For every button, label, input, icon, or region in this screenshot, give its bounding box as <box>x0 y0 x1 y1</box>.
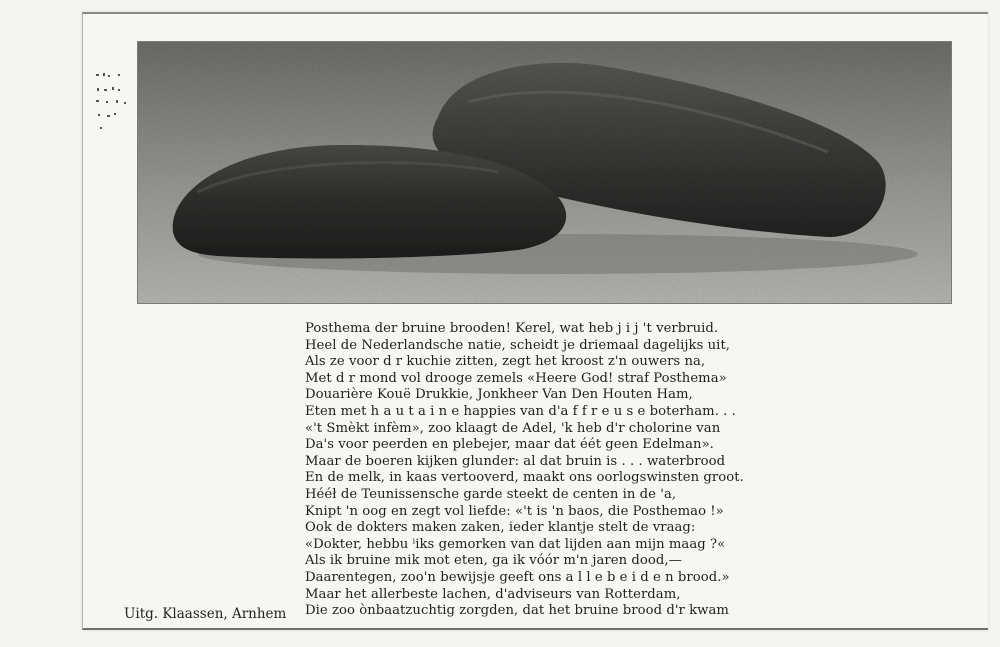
poem-line: Knipt 'n oog en zegt vol liefde: «'t is 'n baos, die Posthemao !» <box>305 503 724 519</box>
poem-line: Die zoo ònbaatzuchtig zorgden, dat het bruine brood d'r kwam <box>305 603 729 619</box>
poem-line: Eten met h a u t a i n e happies van d'a f f r e u s e boterham. . . <box>305 403 736 419</box>
poem-line: «Dokter, hebbu ⁱiks gemorken van dat lijden aan mijn maag ?« <box>305 536 726 552</box>
poem-line: «'t Smèkt infèm», zoo klaagt de Adel, 'k heb d'r cholorine van <box>305 420 721 436</box>
poem-line: Ook de dokters maken zaken, ieder klantje stelt de vraag: <box>305 520 696 536</box>
poem-line: Als ik bruine mik mot eten, ga ik vóór m'n jaren dood,— <box>305 553 682 569</box>
postmark-stamp-marks <box>94 70 134 140</box>
poem-line: Met d r mond vol drooge zemels «Heere God! straf Posthema» <box>305 370 727 386</box>
poem-line: Maar de boeren kijken glunder: al dat bruin is . . . waterbrood <box>305 453 726 469</box>
poem-line: Da's voor peerden en plebejer, maar dat éét geen Edelman». <box>305 437 714 453</box>
poem-line: En de melk, in kaas vertooverd, maakt ons oorlogswinsten groot. <box>305 470 744 486</box>
poem-line: Als ze voor d r kuchie zitten, zegt het kroost z'n ouwers na, <box>305 354 706 370</box>
bread-photograph <box>137 41 952 304</box>
poem-line: Maar het allerbeste lachen, d'adviseurs van Rotterdam, <box>305 586 681 602</box>
publisher-credit: Uitg. Klaassen, Arnhem <box>124 606 287 622</box>
poem-line: Hééł de Teunissensche garde steekt de centen in de 'a, <box>305 486 677 502</box>
poem-line: Heel de Nederlandsche natie, scheidt je driemaal dagelijks uit, <box>305 337 731 353</box>
poem-line: Posthema der bruine brooden! Kerel, wat heb j i j 't verbruid. <box>305 321 719 336</box>
poem-text <box>305 321 815 620</box>
poem-line: Douarière Kouë Drukkie, Jonkheer Van Den Houten Ham, <box>305 387 693 403</box>
poem-line: Daarentegen, zoo'n bewijsje geeft ons a l l e b e i d e n brood.» <box>305 569 730 585</box>
